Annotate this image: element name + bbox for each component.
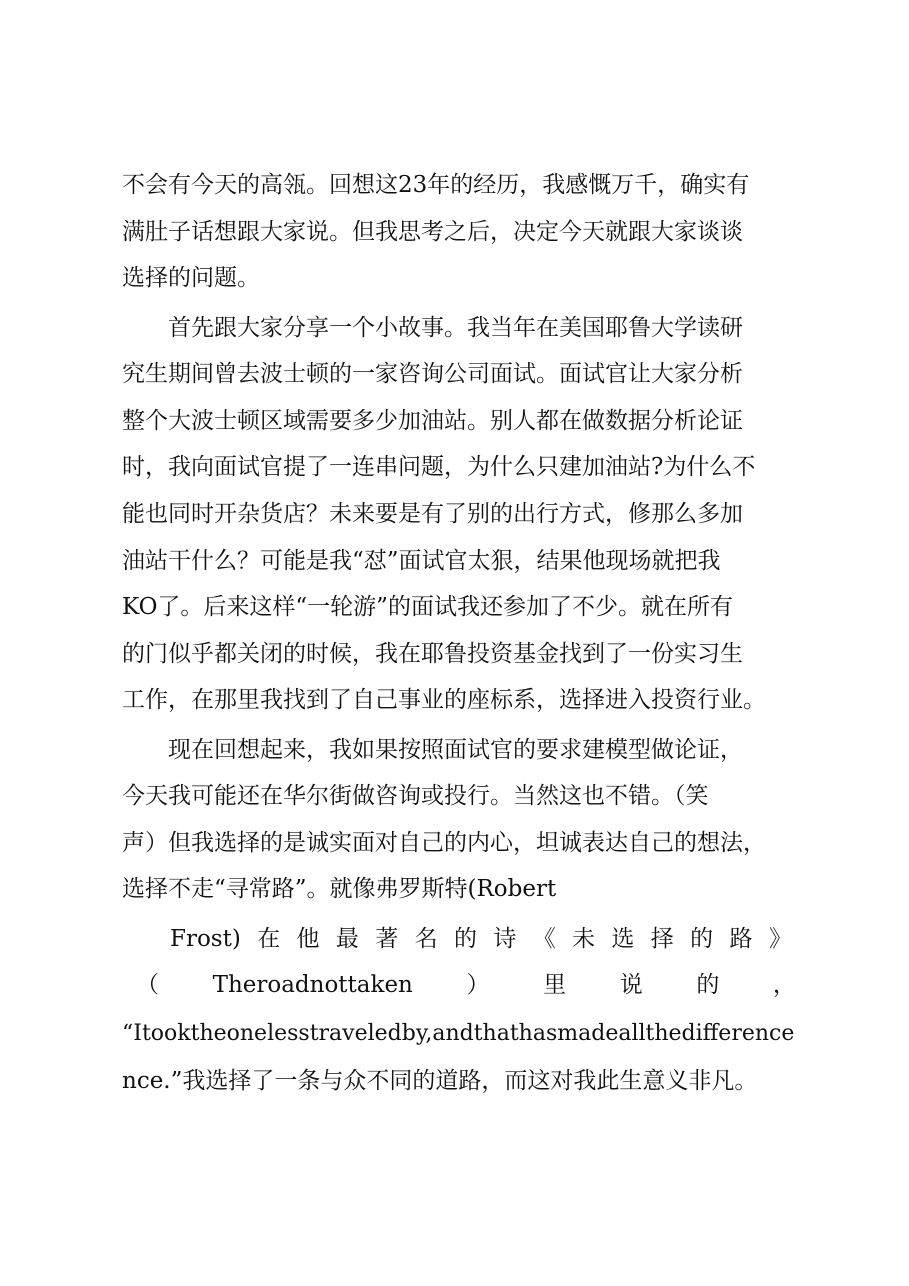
word: 未 (572, 926, 596, 952)
text-line-quote: “Itooktheonelesstraveledby,andthathasmadeallthedifference (122, 1021, 795, 1046)
text-line: 声）但我选择的是诚实面对自己的内心，坦诚表达自己的想法， (122, 830, 766, 856)
word: 诗 (493, 926, 517, 952)
text-line: 工作，在那里我找到了自己事业的座标系，选择进入投资行业。 (122, 687, 766, 713)
text-line: 满肚子话想跟大家说。但我思考之后，决定今天就跟大家谈谈 (122, 219, 743, 245)
text-line: 的门似乎都关闭的时候，我在耶鲁投资基金找到了一份实习生 (122, 641, 743, 667)
justified-line-title (136, 970, 796, 1000)
word: 的 (690, 926, 714, 952)
text-line: 能也同时开杂货店？未来要是有了别的出行方式，修那么多加 (122, 501, 743, 527)
text-line: 选择不走“寻常路”。就像弗罗斯特(Robert (122, 876, 557, 902)
text-line: 现在回想起来，我如果按照面试官的要求建模型做论证， (122, 737, 743, 763)
text-line: nce.”我选择了一条与众不同的道路，而这对我此生意义非凡。 (122, 1068, 758, 1094)
text-line: 整个大波士顿区域需要多少加油站。别人都在做数据分析论证 (122, 408, 743, 434)
word: 说 (619, 972, 643, 998)
word: 》 (768, 926, 792, 952)
word: Frost) (170, 926, 241, 952)
word: 在 (257, 926, 281, 952)
text-line: 时，我向面试官提了一连串问题，为什么只建加油站?为什么不 (122, 454, 756, 480)
justified-line-frost (170, 924, 792, 954)
word: 名 (414, 926, 438, 952)
text-line: 今天我可能还在华尔街做咨询或投行。当然这也不错。（笑 (122, 783, 709, 809)
word: 著 (375, 926, 399, 952)
word: 里 (543, 972, 567, 998)
word: 择 (650, 926, 674, 952)
word: Theroadnottaken (212, 972, 413, 998)
word: 的 (696, 972, 720, 998)
text-line: 选择的问题。 (122, 265, 260, 291)
text-line: 首先跟大家分享一个小故事。我当年在美国耶鲁大学读研 (122, 315, 743, 341)
text-line: 油站干什么？可能是我“怼”面试官太狠，结果他现场就把我 (122, 548, 721, 574)
word: 最 (335, 926, 359, 952)
word: 选 (611, 926, 635, 952)
word: 他 (296, 926, 320, 952)
word: 路 (729, 926, 753, 952)
text-line: KO了。后来这样“一轮游”的面试我还参加了不少。就在所有 (122, 594, 733, 620)
word: 《 (532, 926, 556, 952)
word: （ (136, 972, 159, 998)
text-line: 不会有今天的高瓴。回想这23年的经历，我感慨万千，确实有 (122, 172, 750, 198)
word: ） (466, 972, 490, 998)
text-line: 究生期间曾去波士顿的一家咨询公司面试。面试官让大家分析 (122, 361, 743, 387)
word: 的 (453, 926, 477, 952)
word: ， (772, 972, 796, 998)
